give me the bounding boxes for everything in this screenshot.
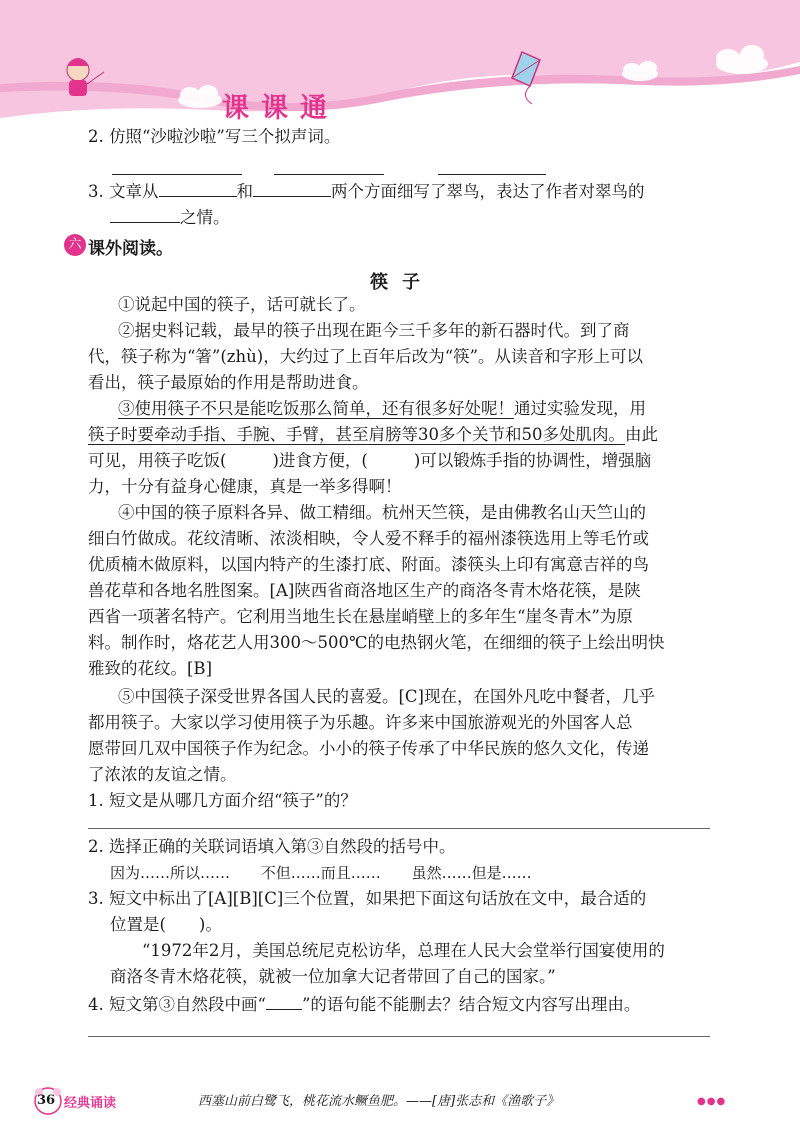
quote-line: 商洛冬青木烙花筷，就被一位加拿大记者带回了自己的国家。” bbox=[110, 967, 556, 986]
paragraph-4-line: 西省一项著名特产。它利用当地生长在悬崖峭壁上的多年生“崖冬青木”为原 bbox=[88, 607, 633, 626]
underline-sample bbox=[266, 995, 302, 1010]
article-title: 筷子 bbox=[370, 272, 434, 293]
question-4-text: 4. 短文第③自然段中画“ bbox=[88, 995, 266, 1014]
question-2: 2. 仿照“沙啦沙啦”写三个拟声词。 bbox=[88, 127, 341, 146]
answer-blank[interactable] bbox=[438, 160, 546, 175]
answer-blank[interactable] bbox=[274, 160, 384, 175]
paragraph-5-line: 了浓浓的友谊之情。 bbox=[88, 765, 237, 784]
footer-dots: ●●● bbox=[697, 1096, 727, 1107]
footer-quote: 西塞山前白鹭飞，桃花流水鳜鱼肥。——[唐]张志和《渔歌子》 bbox=[198, 1094, 560, 1109]
paragraph-3-text: )可以锻炼手指的协调性，增强脑 bbox=[413, 451, 652, 470]
paragraph-3-text: )进食方便，( bbox=[272, 451, 368, 470]
underlined-sentence: 甚至肩膀等30多个关节和50多处肌肉。 bbox=[335, 425, 625, 444]
paragraph-3-line: 力，十分有益身心健康，真是一举多得啊！ bbox=[88, 477, 402, 496]
paragraph-3-text: 由此 bbox=[625, 425, 658, 444]
option-item: 不但……而且…… bbox=[260, 864, 381, 882]
paragraph-4-line: 优质楠木做原料，以国内特产的生漆打底、附面。漆筷头上印有寓意吉祥的鸟 bbox=[88, 555, 649, 574]
paragraph-3-line bbox=[118, 398, 646, 420]
quote-line: “1972年2月，美国总统尼克松访华，总理在人民大会堂举行国宴使用的 bbox=[142, 941, 665, 960]
paragraph-4-line: ④中国的筷子原料各异、做工精细。杭州天竺筷，是由佛教名山天竺山的 bbox=[118, 503, 646, 522]
paragraph-5-line: 愿带回几双中国筷子作为纪念。小小的筷子传承了中华民族的悠久文化，传递 bbox=[88, 739, 649, 758]
answer-blank[interactable] bbox=[112, 160, 242, 175]
paragraph-3-line bbox=[88, 450, 651, 472]
paragraph-4-line: 料。制作时，烙花艺人用300～500℃的电热钢火笔，在细细的筷子上绘出明快 bbox=[88, 633, 665, 652]
question-4-text: ”的语句能不能删去？结合短文内容写出理由。 bbox=[301, 995, 641, 1014]
section-number-badge: 六 bbox=[64, 234, 86, 256]
question-4 bbox=[88, 994, 640, 1016]
answer-blank[interactable] bbox=[159, 182, 237, 197]
q3-suffix: 之情。 bbox=[180, 208, 230, 227]
paragraph-2-line: 代，筷子称为“箸”(zhù)，大约过了上百年后改为“筷”。从读音和字形上可以 bbox=[88, 347, 644, 366]
paragraph-3-text: 可见，用筷子吃饭( bbox=[88, 451, 227, 470]
question-3-line: 3. 短文中标出了[A][B][C]三个位置，如果把下面这句话放在文中，最合适的 bbox=[88, 889, 647, 908]
paragraph-2-line: 看出，筷子最原始的作用是帮助进食。 bbox=[88, 373, 369, 392]
paragraph-3-line bbox=[88, 424, 658, 446]
q3-and: 和 bbox=[236, 182, 253, 201]
option-item: 虽然……但是…… bbox=[411, 864, 532, 882]
brand-title: 课课通 bbox=[222, 93, 339, 124]
question-1: 1. 短文是从哪几方面介绍“筷子”的？ bbox=[88, 791, 357, 810]
answer-line[interactable] bbox=[88, 828, 710, 829]
option-list bbox=[110, 862, 532, 884]
underlined-sentence: ③使用筷子不只是能吃饭那么简单，还有很多好处呢！ bbox=[118, 399, 514, 418]
underlined-sentence: 筷子时要牵动手指、手腕、手臂， bbox=[88, 425, 336, 444]
paragraph-5-line: ⑤中国筷子深受世界各国人民的喜爱。[C]现在，在国外凡吃中餐者，几乎 bbox=[118, 687, 655, 706]
option-item: 因为……所以…… bbox=[110, 864, 231, 882]
page-number: 36 bbox=[37, 1093, 56, 1108]
answer-line[interactable] bbox=[88, 1036, 710, 1037]
footer-category: 经典诵读 bbox=[64, 1096, 117, 1111]
header-banner bbox=[0, 0, 800, 118]
answer-blank[interactable] bbox=[253, 182, 331, 197]
answer-blank[interactable] bbox=[110, 208, 180, 223]
question-3-line: 位置是( )。 bbox=[110, 915, 222, 934]
paragraph-4-line: 雅致的花纹。[B] bbox=[88, 659, 212, 678]
paragraph-5-line: 都用筷子。大家以学习使用筷子为乐趣。许多来中国旅游观光的外国客人总 bbox=[88, 713, 633, 732]
paragraph-3-text: 通过实验发现，用 bbox=[514, 399, 646, 418]
paragraph-2-line: ②据史料记载，最早的筷子出现在距今三千多年的新石器时代。到了商 bbox=[118, 321, 630, 340]
paragraph-4-line: 兽花草和各地名胜图案。[A]陕西省商洛地区生产的商洛冬青木烙花筷，是陕 bbox=[88, 581, 641, 600]
section-title: 课外阅读。 bbox=[88, 239, 173, 259]
question-3-line-1 bbox=[88, 181, 645, 203]
q3-prefix: 3. 文章从 bbox=[88, 182, 159, 201]
paragraph-1: ①说起中国的筷子，话可就长了。 bbox=[118, 295, 366, 314]
q3-mid: 两个方面细写了翠鸟，表达了作者对翠鸟的 bbox=[331, 182, 645, 201]
paragraph-4-line: 细白竹做成。花纹清晰、浓淡相映，令人爱不释手的福州漆筷选用上等毛竹或 bbox=[88, 529, 649, 548]
question-2: 2. 选择正确的关联词语填入第③自然段的括号中。 bbox=[88, 837, 456, 856]
question-3-line-2 bbox=[110, 207, 230, 229]
